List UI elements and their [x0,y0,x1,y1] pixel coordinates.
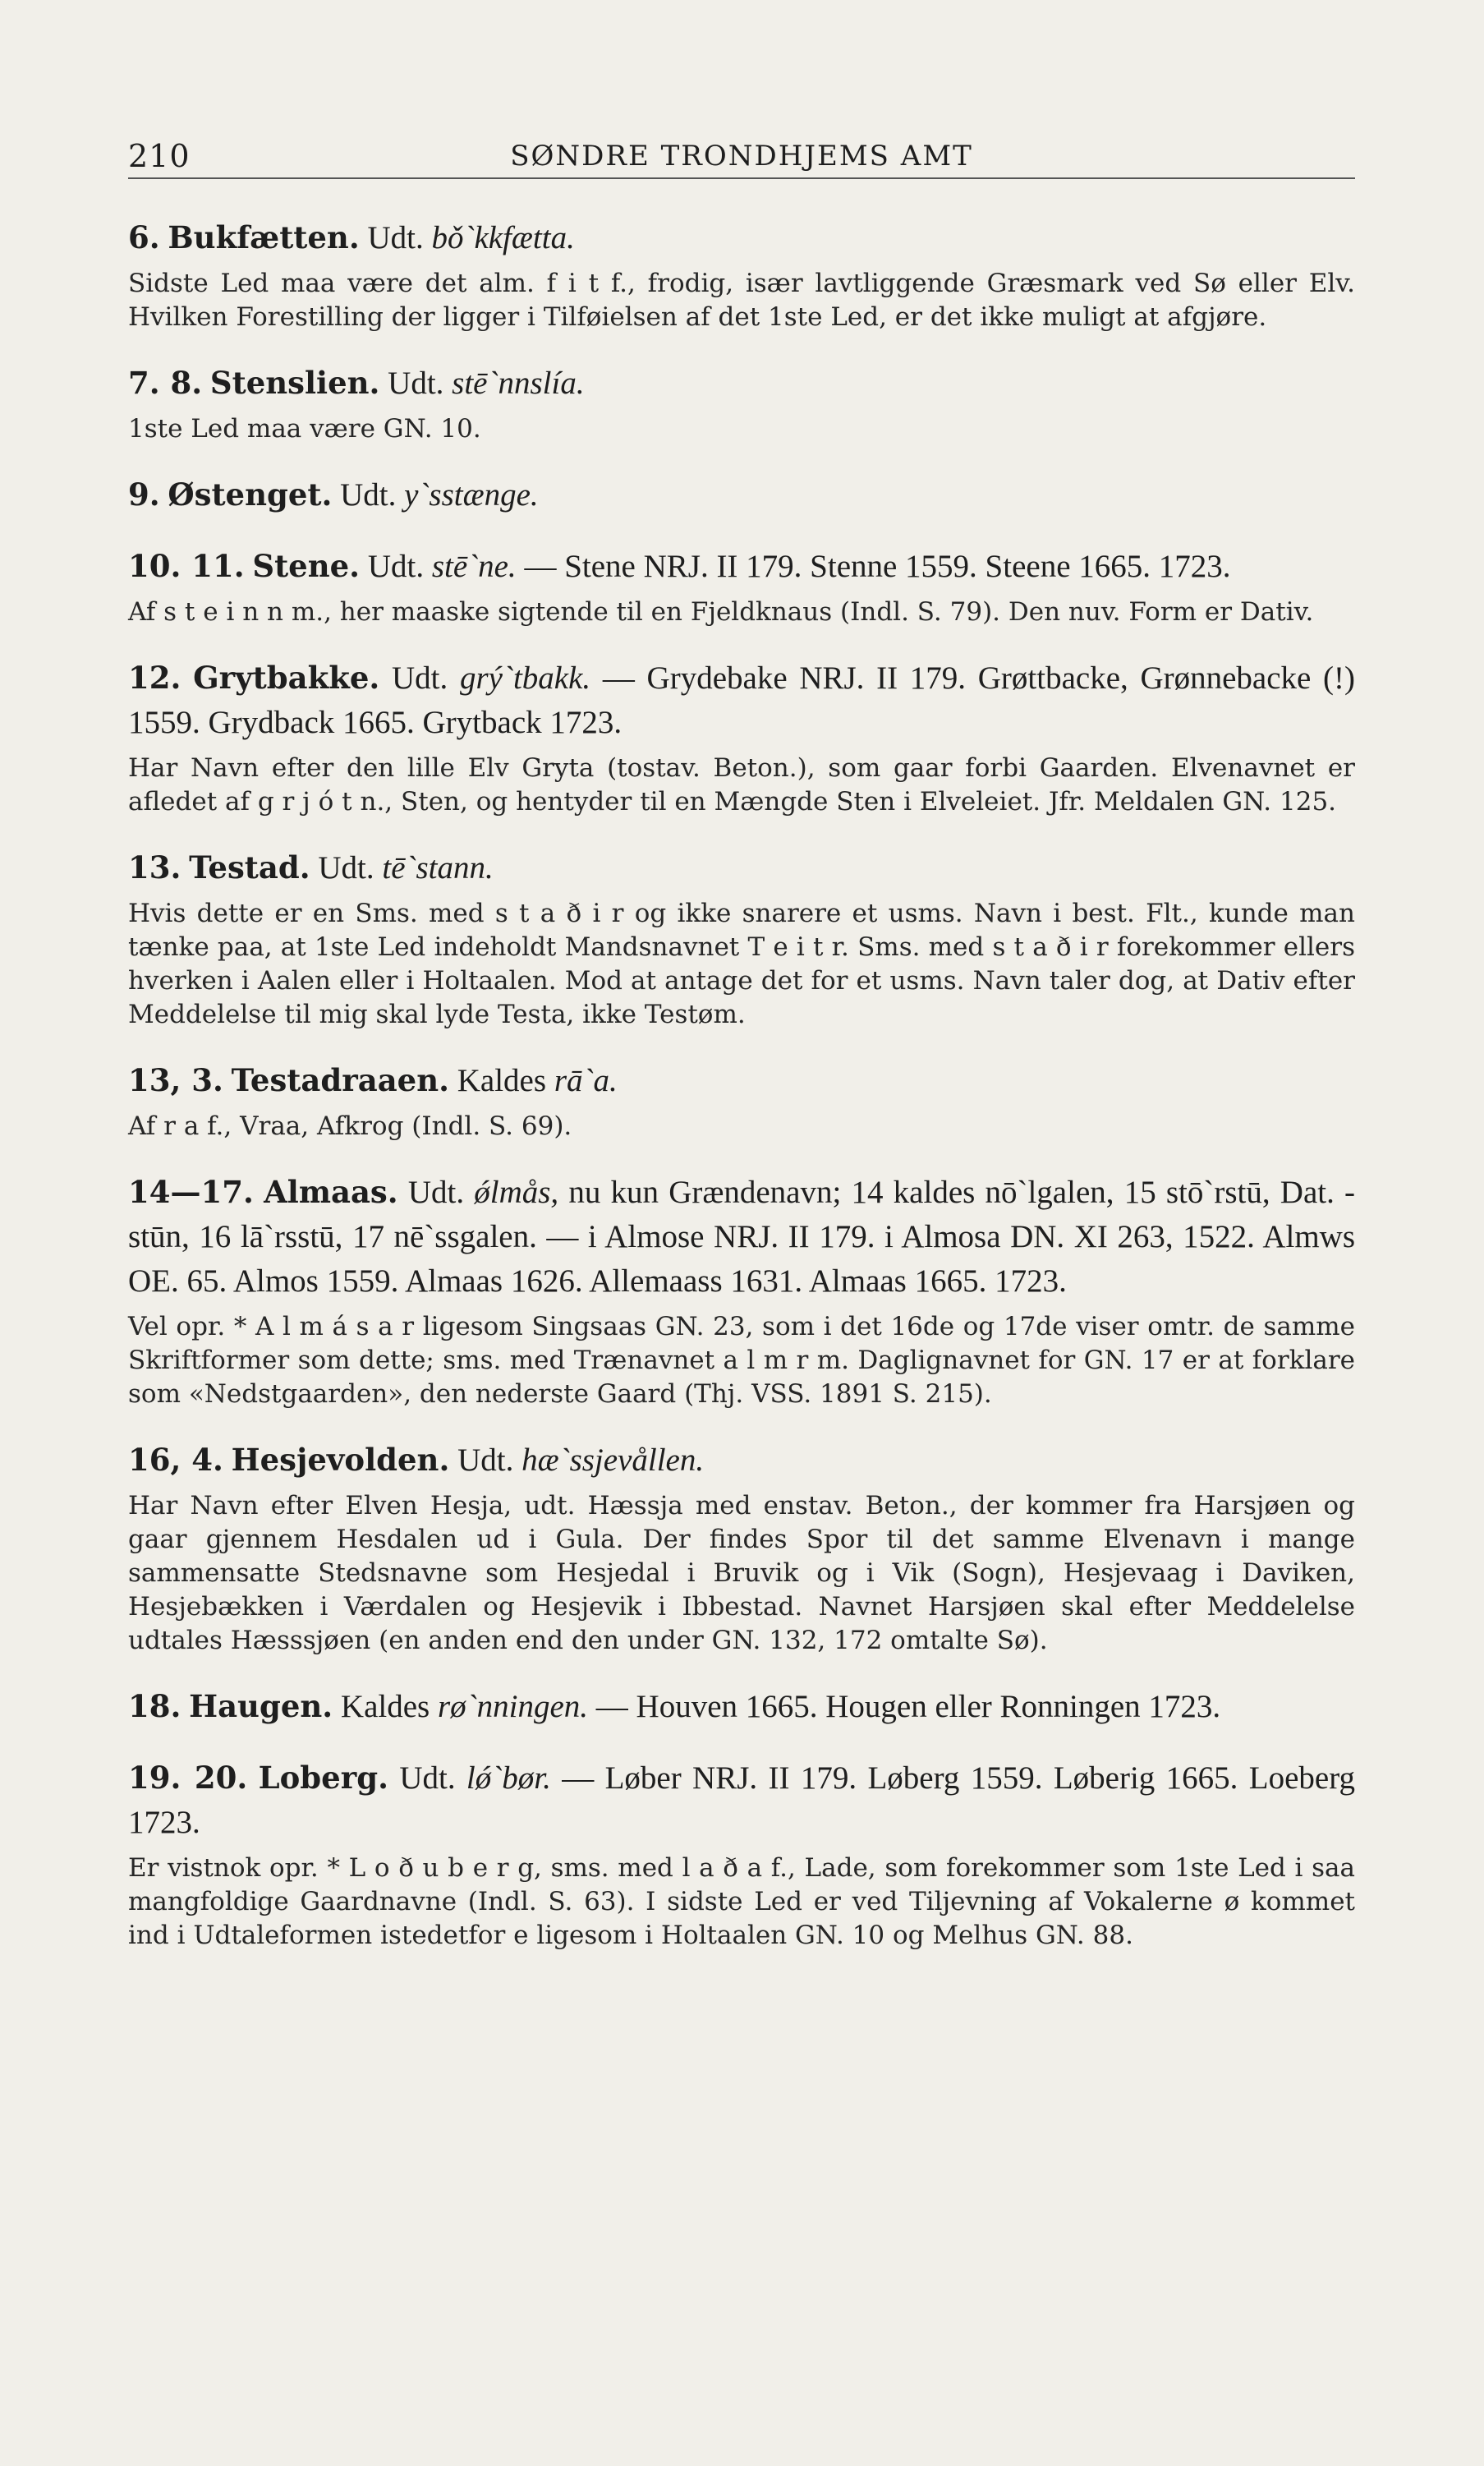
farm-name: Hesjevolden. [231,1442,450,1478]
farm-entry [128,472,1355,518]
entry-heading [128,1438,1355,1483]
farm-name: Østenget. [168,476,333,513]
farm-entry [128,656,1355,819]
farm-entry [128,1684,1355,1729]
pronunciation: rā`a. [554,1063,618,1098]
page-number: 210 [128,138,191,174]
farm-name: Stene. [252,548,361,584]
entry-commentary: Hvis dette er en Sms. med s t a ð i r og ikke snarere et usms. Navn i best. Flt., kunde man tænke paa, at 1ste Led indeholdt Mandsnavnet T e i t r. Sms. med s t a ð i r forekommer ellers hverken i Aalen eller i Holtaalen. Mod at antage det for et usms. Navn taler dog, at Dativ efter Meddelelse til mig skal lyde Testa, ikke Testøm. [128,899,1355,1029]
page-content [128,215,1355,1979]
entry-heading [128,1755,1355,1845]
entry-heading [128,845,1355,890]
running-title: SØNDRE TRONDHJEMS AMT [510,140,973,173]
historical-forms: — Stene NRJ. II 179. Stenne 1559. Steene 1665. 1723. [516,549,1231,584]
entry-lead: Udt. [449,1442,522,1478]
pronunciation: hæ`ssjevållen. [521,1442,705,1478]
entry-lead: Udt. [379,366,453,401]
page-header [128,131,1355,179]
entry-lead: Udt. [310,850,383,886]
entry-lead: Udt. [332,477,405,513]
entry-lead: Udt. [360,549,432,584]
farm-name: Testad. [189,849,310,886]
entry-number: 12. [128,660,181,696]
entry-heading [128,1058,1355,1103]
historical-forms: — Grydebake NRJ. II 179. Grøttbacke, Grønnebacke (!) 1559. Grydback 1665. Grytback 1723. [128,660,1356,740]
farm-entry [128,1058,1355,1143]
pronunciation: y`sstænge. [404,477,539,513]
entry-lead: Udt. [359,220,432,255]
entry-number: 13, 3. [128,1062,223,1098]
entry-number: 18. [128,1688,181,1724]
farm-entry [128,1170,1355,1411]
entry-heading [128,361,1355,406]
entry-heading [128,1684,1355,1729]
farm-entry [128,215,1355,334]
farm-entry [128,845,1355,1032]
entry-commentary: Af r a f., Vraa, Afkrog (Indl. S. 69). [128,1111,572,1141]
pronunciation: stē`ne. [431,549,517,584]
entry-heading [128,656,1355,745]
entry-commentary: 1ste Led maa være GN. 10. [128,414,481,444]
farm-name: Haugen. [189,1688,333,1724]
entry-heading [128,1170,1355,1304]
entry-heading [128,472,1355,518]
pronunciation: grý`tbakk. [459,660,591,696]
pronunciation: ǿlmås, [474,1175,559,1210]
entry-number: 9. [128,476,160,513]
pronunciation: bǒ`kkfætta. [431,220,575,255]
farm-name: Loberg. [258,1760,388,1796]
entry-commentary: Er vistnok opr. * L o ð u b e r g, sms. med l a ð a f., Lade, som forekommer som 1ste Led i saa mangfoldige Gaardnavne (Indl. S. 63). I sidste Led er ved Tiljevning af Vokalerne ø kommet ind i Udtaleformen istedetfor e ligesom i Holtaalen GN. 10 og Melhus GN. 88. [128,1853,1355,1950]
entry-lead: Udt. [379,660,460,696]
entry-lead: Kaldes [333,1689,438,1724]
entry-heading [128,215,1355,260]
entry-commentary: Vel opr. * A l m á s a r ligesom Singsaas GN. 23, som i det 16de og 17de viser omtr. de samme Skriftformer som dette; sms. med Trænavnet a l m r m. Daglignavnet for GN. 17 er at forklare som «Nedstgaarden», den nederste Gaard (Thj. VSS. 1891 S. 215). [128,1312,1355,1409]
farm-entry [128,1438,1355,1658]
pronunciation: lǿ`bør. [466,1760,551,1796]
entry-number: 13. [128,849,181,886]
entry-number: 19. 20. [128,1760,248,1796]
entry-lead: Udt. [397,1175,475,1210]
entry-commentary: Af s t e i n n m., her maaske sigtende til en Fjeldknaus (Indl. S. 79). Den nuv. Form er Dativ. [128,597,1314,627]
entry-lead: Kaldes [449,1063,554,1098]
historical-forms: nu kun Grændenavn; 14 kaldes nō`lgalen, 15 stō`rstū, Dat. -stūn, 16 lā`rsstū, 17 nē`ssgalen. — i Almose NRJ. II 179. i Almosa DN. XI 263, 1522. Almws OE. 65. Almos 1559. Almaas 1626. Allemaass 1631. Almaas 1665. 1723. [128,1175,1356,1299]
farm-entry [128,361,1355,446]
farm-entry [128,544,1355,629]
entry-heading [128,544,1355,589]
entry-commentary: Har Navn efter den lille Elv Gryta (tostav. Beton.), som gaar forbi Gaarden. Elvenavnet er afledet af g r j ó t n., Sten, og hentyder til en Mængde Sten i Elveleiet. Jfr. Meldalen GN. 125. [128,753,1355,817]
historical-forms: — Løber NRJ. II 179. Løberg 1559. Løberig 1665. Loeberg 1723. [128,1760,1355,1840]
farm-entry [128,1755,1355,1953]
historical-forms: — Houven 1665. Hougen eller Ronningen 1723. [588,1689,1221,1724]
entry-lead: Udt. [388,1760,466,1796]
entry-number: 10. 11. [128,548,245,584]
entry-number: 7. 8. [128,365,203,401]
pronunciation: stē`nnslía. [452,366,585,401]
farm-name: Testadraaen. [231,1062,449,1098]
entry-number: 14—17. [128,1174,254,1210]
farm-name: Stenslien. [209,365,380,401]
entry-commentary: Har Navn efter Elven Hesja, udt. Hæssja med enstav. Beton., der kommer fra Harsjøen og gaar gjennem Hesdalen ud i Gula. Der findes Spor til det samme Elvenavn i mange sammensatte Stedsnavne som Hesjedal i Bruvik og i Vik (Sogn), Hesjevaag i Daviken, Hesjebækken i Værdalen og Hesjevik i Ibbestad. Navnet Harsjøen skal efter Meddelelse udtales Hæsssjøen (en anden end den under GN. 132, 172 omtalte Sø). [128,1491,1355,1655]
farm-name: Almaas. [264,1174,398,1210]
pronunciation: tē`stann. [382,850,494,886]
entry-number: 16, 4. [128,1442,223,1478]
entry-commentary: Sidste Led maa være det alm. f i t f., frodig, især lavtliggende Græsmark ved Sø eller Elv. Hvilken Forestilling der ligger i Tilføielsen af det 1ste Led, er det ikke muligt at afgjøre. [128,269,1355,332]
farm-name: Bukfætten. [168,219,360,255]
pronunciation: rø`nningen. [437,1689,589,1724]
entry-number: 6. [128,219,160,255]
farm-name: Grytbakke. [193,660,380,696]
